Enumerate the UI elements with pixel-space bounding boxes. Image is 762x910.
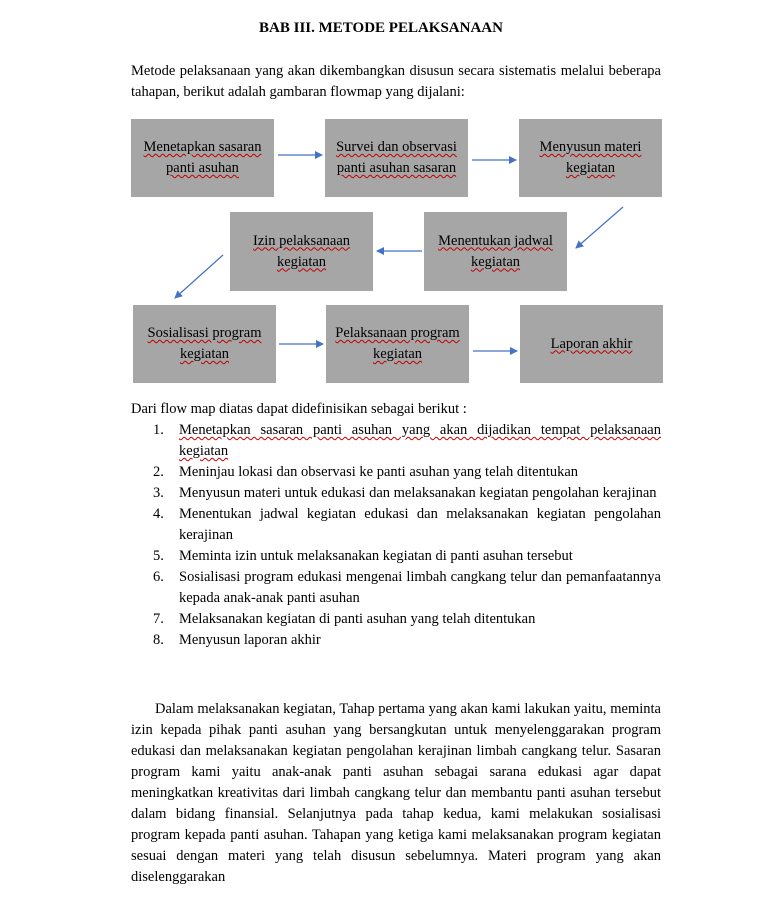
flow-node-label: Pelaksanaan program kegiatan [335,325,460,362]
flow-node-menentukan-jadwal [424,212,567,291]
list-number: 2. [153,464,164,480]
flow-node-label: Sosialisasi program kegiatan [147,325,262,362]
list-item [131,630,661,651]
list-item [131,420,661,462]
list-number: 7. [153,611,164,627]
arrow-n5-n6 [175,255,223,298]
closing-paragraph: Dalam melaksanakan kegiatan, Tahap pertama yang akan kami lakukan yaitu, meminta izin kepada pihak panti asuhan yang bersangkutan untuk menyelenggarakan program edukasi dan melaksanakan kegiatan pengolahan kerajinan limbah cangkang telur. Sasaran program kami yaitu anak-anak panti asuhan sebagai sarana edukasi agar dapat meningkatkan kreativitas dari limbah cangkang telur dan membantu panti asuhan tersebut dalam bidang finansial. Selanjutnya pada tahap kedua, kami melakukan sosialisasi program kepada panti asuhan. Tahapan yang ketiga kami melaksanakan program kegiatan sesuai dengan materi yang telah disusun sebelumnya. Materi program yang akan diselenggarakan [131,701,661,885]
list-text: Menentukan jadwal kegiatan edukasi dan melaksanakan kegiatan pengolahan kerajinan [179,506,661,543]
flow-node-survei-observasi [325,119,468,197]
list-number: 3. [153,485,164,501]
list-item [131,609,661,630]
list-item [131,483,661,504]
flow-node-label: Menetapkan sasaran panti asuhan [143,139,262,176]
list-text: Menetapkan sasaran panti asuhan yang akan dijadikan tempat pelaksanaan kegiatan [179,422,661,459]
list-number: 6. [153,569,164,585]
flow-node-label: Menentukan jadwal kegiatan [438,232,553,270]
list-item [131,546,661,567]
list-text: Menyusun materi untuk edukasi dan melaksanakan kegiatan pengolahan kerajinan [179,485,657,501]
list-text: Melaksanakan kegiatan di panti asuhan yang telah ditentukan [179,611,536,627]
list-number: 1. [153,422,164,438]
list-text: Menyusun laporan akhir [179,632,321,648]
page-title: BAB III. METODE PELAKSANAAN [259,20,503,36]
flow-node-izin-pelaksanaan [230,212,373,291]
list-item [131,462,661,483]
flow-node-laporan-akhir [520,305,663,383]
flow-node-label: Laporan akhir [550,335,633,352]
list-item [131,504,661,546]
flow-node-label: Izin pelaksanaan kegiatan [252,232,351,270]
flow-node-pelaksanaan [326,305,469,383]
flow-node-label: Survei dan observasi panti asuhan sasaran [336,139,457,176]
flow-node-sosialisasi [133,305,276,383]
list-number: 5. [153,548,164,564]
list-item [131,567,661,609]
list-text: Sosialisasi program edukasi mengenai limbah cangkang telur dan pemanfaatannya kepada anak-anak panti asuhan [179,569,661,606]
list-text: Meninjau lokasi dan observasi ke panti asuhan yang telah ditentukan [179,464,579,480]
list-text: Meminta izin untuk melaksanakan kegiatan di panti asuhan tersebut [179,548,573,564]
list-number: 8. [153,632,164,648]
flow-node-menetapkan-sasaran [131,119,274,197]
steps-list [131,420,661,651]
list-number: 4. [153,506,164,522]
list-intro: Dari flow map diatas dapat didefinisikan sebagai berikut : [131,401,467,417]
intro-paragraph: Metode pelaksanaan yang akan dikembangkan disusun secara sistematis melalui beberapa tahapan, berikut adalah gambaran flowmap yang dijalani: [131,63,661,100]
flow-node-label: Menyusun materi kegiatan [539,139,642,176]
flow-node-menyusun-materi [519,119,662,197]
arrow-n3-n4 [576,207,623,248]
